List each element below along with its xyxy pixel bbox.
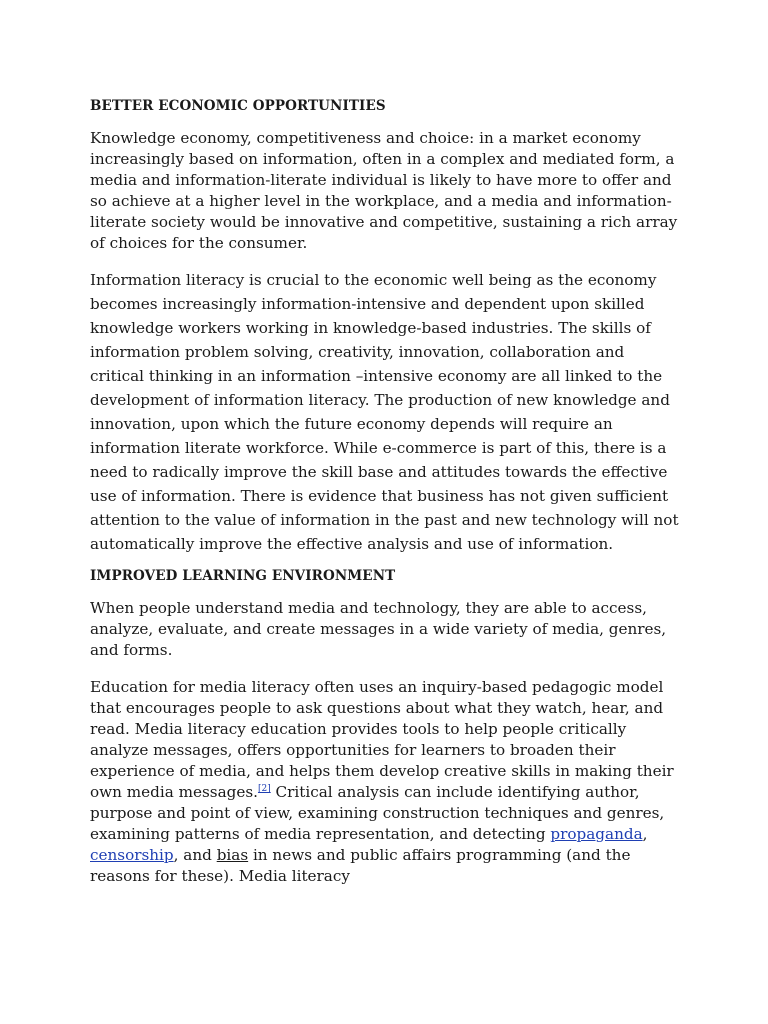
- separator-text: , and: [173, 846, 217, 864]
- reference-link[interactable]: [2]: [257, 783, 271, 794]
- section-heading-learning: IMPROVED LEARNING ENVIRONMENT: [90, 568, 396, 584]
- separator-text: ,: [642, 825, 648, 843]
- document-page: [90, 96, 680, 887]
- paragraph-media-literacy-education: [90, 677, 680, 887]
- link-bias[interactable]: bias: [216, 846, 249, 864]
- paragraph-text: in news and public affairs programming (and the reasons for these). Media literacy: [90, 846, 631, 885]
- paragraph-text: Critical analysis can include identifying author, purpose and point of view, examining construction techniques and genres, examining patterns of media representation, and detecting: [90, 783, 665, 843]
- paragraph-text: Education for media literacy often uses an inquiry-based pedagogic model that encourages people to ask questions about what they watch, hear, and read. Media literacy education provides tools to help people critically analyze messages, offers opportunities for learners to broaden their experience of media, and helps them develop creative skills in making their own media messages.: [90, 678, 674, 801]
- link-censorship[interactable]: censorship: [90, 846, 174, 864]
- section-heading-economic: BETTER ECONOMIC OPPORTUNITIES: [90, 98, 386, 114]
- paragraph-knowledge-economy: Knowledge economy, competitiveness and choice: in a market economy increasingly based on information, often in a complex and mediated form, a media and information-literate individual is likely to have more to offer and so achieve at a higher level in the workplace, and a media and information-literate society would be innovative and competitive, sustaining a rich array of choices for the consumer.: [90, 129, 678, 252]
- link-propaganda[interactable]: propaganda: [550, 825, 643, 843]
- paragraph-media-understanding: When people understand media and technology, they are able to access, analyze, evaluate, and create messages in a wide variety of media, genres, and forms.: [90, 599, 667, 659]
- paragraph-information-literacy: Information literacy is crucial to the economic well being as the economy becomes increasingly information-intensive and dependent upon skilled knowledge workers working in knowledge-based industries. The skills of information problem solving, creativity, innovation, collaboration and critical thinking in an information –intensive economy are all linked to the development of information literacy. The production of new knowledge and innovation, upon which the future economy depends will require an information literate workforce. While e-commerce is part of this, there is a need to radically improve the skill base and attitudes towards the effective use of information. There is evidence that business has not given sufficient attention to the value of information in the past and new technology will not automatically improve the effective analysis and use of information.: [90, 271, 679, 553]
